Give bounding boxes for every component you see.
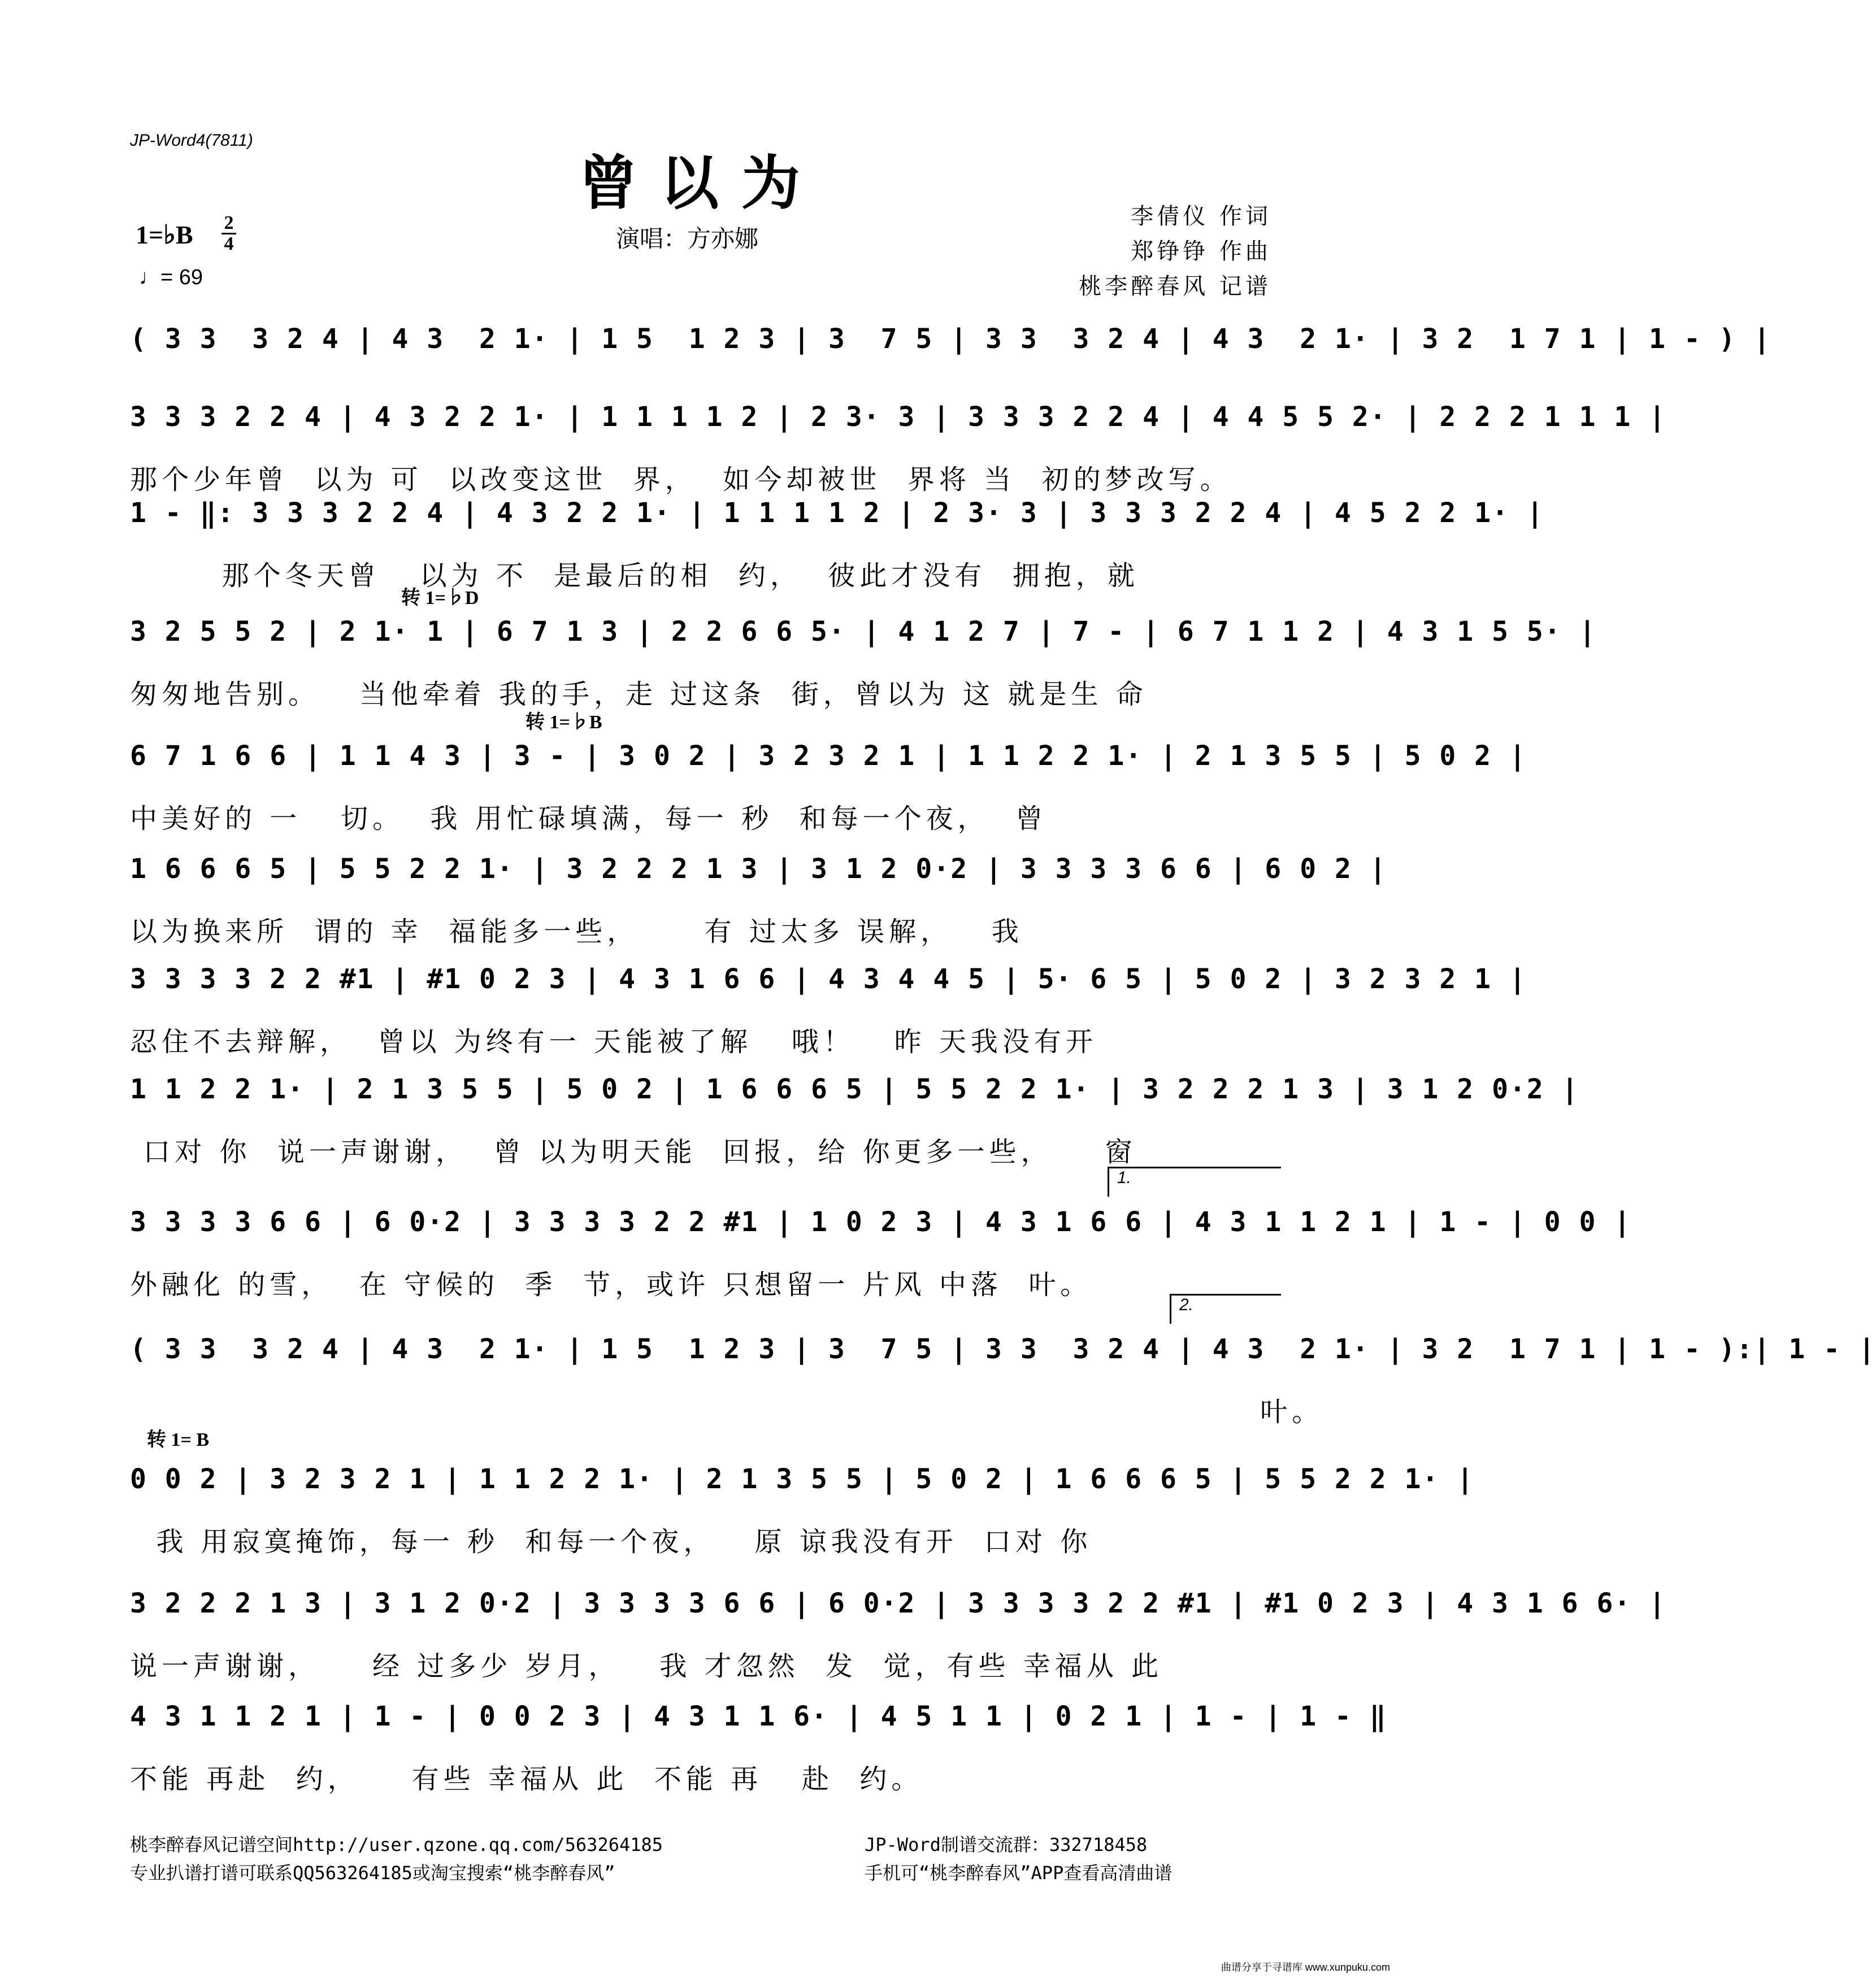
footer-right	[865, 1831, 1172, 1887]
lyrics-row: 那个少年曾 以为 可 以改变这世 界， 如今却被世 界将 当 初的梦改写。	[130, 464, 1232, 496]
notation-row: ( 3 3 3 2 4 | 4 3 2 1· | 1 5 1 2 3 | 3 7 5 | 3 3 3 2 4 | 4 3 2 1· | 3 2 1 7 1 | 1 - ):| 1 - |	[130, 1333, 1876, 1365]
notation-row: 1 - ‖: 3 3 3 2 2 4 | 4 3 2 2 1· | 1 1 1 1 2 | 2 3· 3 | 3 3 3 2 2 4 | 4 5 2 2 1· |	[130, 497, 1544, 529]
software-label: JP-Word4(7811)	[130, 131, 253, 150]
lyrics-row: 以为换来所 谓的 幸 福能多一些， 有 过太多 误解， 我	[130, 916, 1023, 947]
credits-block	[1079, 199, 1271, 304]
modulation-marking: 转 1= B	[147, 1429, 210, 1450]
footer-group: JP-Word制谱交流群：332718458	[865, 1834, 1148, 1855]
notation-row: ( 3 3 3 2 4 | 4 3 2 1· | 1 5 1 2 3 | 3 7 5 | 3 3 3 2 4 | 4 3 2 1· | 3 2 1 7 1 | 1 - ) |	[130, 323, 1771, 355]
lyrics-row: 忍住不去辩解， 曾以 为终有一 天能被了解 哦！ 昨 天我没有开	[130, 1026, 1097, 1058]
modulation-marking: 转 1=♭D	[401, 588, 479, 608]
notation-row: 3 2 5 5 2 | 2 1· 1 | 6 7 1 3 | 2 2 6 6 5· | 4 1 2 7 | 7 - | 6 7 1 1 2 | 4 3 1 5 5· |	[130, 616, 1597, 647]
song-title: 曾以为	[578, 148, 823, 218]
singer-credit: 演唱：方亦娜	[616, 225, 759, 253]
lyrics-row: 中美好的 一 切。 我 用忙碌填满，每一 秒 和每一个夜， 曾	[130, 803, 1048, 834]
notation-row: 3 3 3 2 2 4 | 4 3 2 2 1· | 1 1 1 1 2 | 2 3· 3 | 3 3 3 2 2 4 | 4 4 5 5 2· | 2 2 2 1 1 1 |	[130, 401, 1667, 433]
first-ending-bracket: 1.	[1108, 1167, 1281, 1197]
footer-space-link: 桃李醉春风记谱空间http://user.qzone.qq.com/563264185	[130, 1834, 663, 1855]
lyrics-row: 匆匆地告别。 当他牵着 我的手，走 过这条 街，曾以为 这 就是生 命	[130, 679, 1148, 710]
notation-row: 3 2 2 2 1 3 | 3 1 2 0·2 | 3 3 3 3 6 6 | 6 0·2 | 3 3 3 3 2 2 #1 | #1 0 2 3 | 4 3 1 6 6· |	[130, 1588, 1667, 1619]
footer-contact: 专业扒谱打谱可联系QQ563264185或淘宝搜索“桃李醉春风”	[130, 1862, 615, 1884]
lyrics-row: 不能 再赴 约， 有些 幸福从 此 不能 再 赴 约。	[130, 1763, 923, 1795]
transcriber-credit: 桃李醉春风 记谱	[1079, 273, 1271, 299]
lyricist-credit: 李倩仪 作词	[1131, 203, 1271, 229]
time-signature	[222, 212, 236, 254]
footer-left	[130, 1831, 663, 1887]
site-watermark: 曲谱分享于寻谱库 www.xunpuku.com	[1221, 1962, 1390, 1973]
lyrics-row: 外融化 的雪， 在 守候的 季 节，或许 只想留一 片风 中落 叶。	[130, 1269, 1092, 1301]
second-ending-bracket: 2.	[1170, 1294, 1281, 1324]
notation-row: 3 3 3 3 2 2 #1 | #1 0 2 3 | 4 3 1 6 6 | 4 3 4 4 5 | 5· 6 5 | 5 0 2 | 3 2 3 2 1 |	[130, 963, 1527, 995]
modulation-marking: 转 1=♭B	[526, 712, 602, 733]
notation-row: 3 3 3 3 6 6 | 6 0·2 | 3 3 3 3 2 2 #1 | 1 0 2 3 | 4 3 1 6 6 | 4 3 1 1 2 1 | 1 - | 0 0 |	[130, 1206, 1632, 1238]
time-denominator: 4	[224, 233, 234, 254]
lyrics-row: 叶。	[130, 1396, 1324, 1428]
time-numerator: 2	[224, 212, 234, 233]
composer-credit: 郑铮铮 作曲	[1131, 238, 1271, 264]
lyrics-row: 口对 你 说一声谢谢， 曾 以为明天能 回报，给 你更多一些， 窗	[130, 1136, 1137, 1168]
notation-row: 6 7 1 6 6 | 1 1 4 3 | 3 - | 3 0 2 | 3 2 3 2 1 | 1 1 2 2 1· | 2 1 3 5 5 | 5 0 2 |	[130, 740, 1527, 772]
notation-row: 1 6 6 6 5 | 5 5 2 2 1· | 3 2 2 2 1 3 | 3 1 2 0·2 | 3 3 3 3 6 6 | 6 0 2 |	[130, 853, 1387, 885]
notation-row: 0 0 2 | 3 2 3 2 1 | 1 1 2 2 1· | 2 1 3 5 5 | 5 0 2 | 1 6 6 6 5 | 5 5 2 2 1· |	[130, 1463, 1475, 1495]
notation-row: 1 1 2 2 1· | 2 1 3 5 5 | 5 0 2 | 1 6 6 6 5 | 5 5 2 2 1· | 3 2 2 2 1 3 | 3 1 2 0·2 |	[130, 1073, 1579, 1105]
tempo-marking: ♩= 69	[139, 266, 203, 289]
key-signature: 1=♭B	[136, 220, 193, 249]
lyrics-row: 我 用寂寞掩饰，每一 秒 和每一个夜， 原 谅我没有开 口对 你	[130, 1526, 1092, 1558]
lyrics-row: 说一声谢谢， 经 过多少 岁月， 我 才忽然 发 觉，有些 幸福从 此	[130, 1650, 1163, 1682]
footer-app: 手机可“桃李醉春风”APP查看高清曲谱	[865, 1862, 1172, 1884]
notation-row: 4 3 1 1 2 1 | 1 - | 0 0 2 3 | 4 3 1 1 6· | 4 5 1 1 | 0 2 1 | 1 - | 1 - ‖	[130, 1701, 1387, 1732]
lyrics-row: 那个冬天曾 以为 不 是最后的相 约， 彼此才没有 拥抱，就	[130, 560, 1139, 592]
